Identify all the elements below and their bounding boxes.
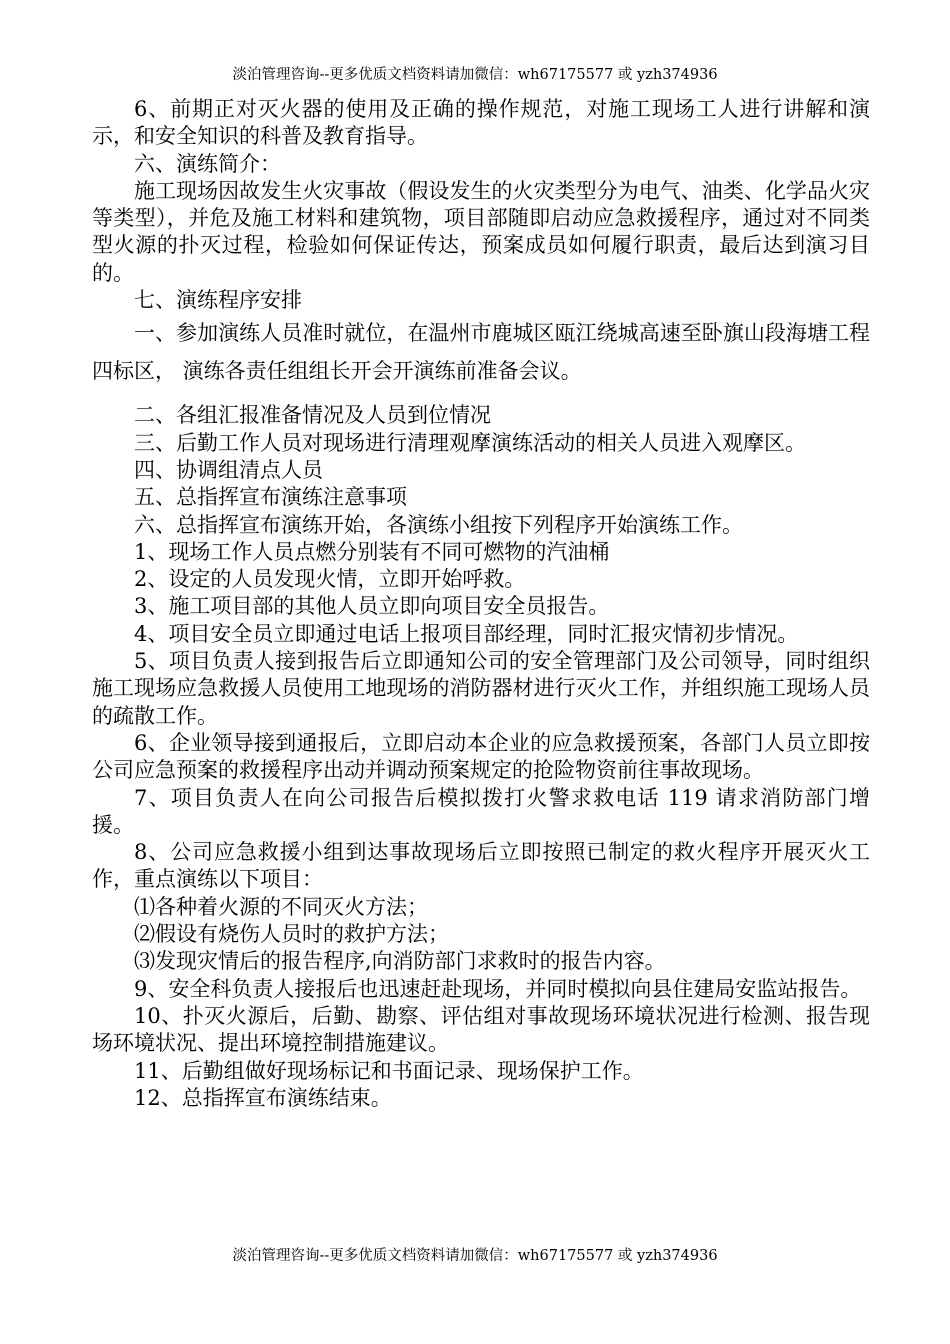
section-heading: 六、演练简介： xyxy=(134,151,281,176)
paragraph: 6、前期正对灭火器的使用及正确的操作规范，对施工现场工人进行讲解和演示，和安全知识的科普及教育指导。 xyxy=(92,97,870,149)
list-item: 二、各组汇报准备情况及人员到位情况 xyxy=(134,403,491,428)
list-item: 三、后勤工作人员对现场进行清理观摩演练活动的相关人员进入观摩区。 xyxy=(134,430,806,455)
section-heading: 七、演练程序安排 xyxy=(134,288,302,313)
paragraph: 一、参加演练人员准时就位，在温州市鹿城区瓯江绕城高速至卧旗山段海塘工程四标区， 演练各责任组组长开会开演练前准备会议。 xyxy=(92,321,870,384)
sub-item: ⑴各种着火源的不同灭火方法； xyxy=(134,894,428,919)
list-item: 1、现场工作人员点燃分别装有不同可燃物的汽油桶 xyxy=(134,539,610,564)
list-item: 3、施工项目部的其他人员立即向项目安全员报告。 xyxy=(134,594,610,619)
list-item: 4、项目安全员立即通过电话上报项目部经理，同时汇报灾情初步情况。 xyxy=(134,621,799,646)
list-item: 五、总指挥宣布演练注意事项 xyxy=(134,485,407,510)
sub-item: ⑶发现灾情后的报告程序,向消防部门求救时的报告内容。 xyxy=(134,949,666,974)
document-body xyxy=(92,96,870,1112)
list-item: 6、企业领导接到通报后，立即启动本企业的应急救援预案，各部门人员立即按公司应急预案的救援程序出动并调动预案规定的抢险物资前往事故现场。 xyxy=(92,730,870,783)
list-item: 四、协调组清点人员 xyxy=(134,457,323,482)
list-item: 六、总指挥宣布演练开始，各演练小组按下列程序开始演练工作。 xyxy=(134,512,743,537)
list-item: 7、项目负责人在向公司报告后模拟拨打火警求救电话 119 请求消防部门增援。 xyxy=(92,785,870,837)
list-item: 11、后勤组做好现场标记和书面记录、现场保护工作。 xyxy=(134,1058,644,1083)
page-footer: 淡泊管理咨询--更多优质文档资料请加微信：wh67175577 或 yzh374936 xyxy=(232,1248,718,1264)
list-item: 5、项目负责人接到报告后立即通知公司的安全管理部门及公司领导，同时组织施工现场应急救援人员使用工地现场的消防器材进行灭火工作，并组织施工现场人员的疏散工作。 xyxy=(92,649,870,728)
paragraph: 施工现场因故发生火灾事故（假设发生的火灾类型分为电气、油类、化学品火灾等类型），并危及施工材料和建筑物，项目部随即启动应急救援程序，通过对不同类型火源的扑灭过程，检验如何保证传达，预案成员如何履行职责，最后达到演习目的。 xyxy=(92,178,870,285)
list-item: 8、公司应急救援小组到达事故现场后立即按照已制定的救火程序开展灭火工作，重点演练以下项目： xyxy=(92,840,870,892)
list-item: 9、安全科负责人接报后也迅速赶赴现场，并同时模拟向县住建局安监站报告。 xyxy=(134,976,862,1001)
list-item: 12、总指挥宣布演练结束。 xyxy=(134,1085,392,1110)
sub-item: ⑵假设有烧伤人员时的救护方法； xyxy=(134,922,449,947)
page-header: 淡泊管理咨询--更多优质文档资料请加微信：wh67175577 或 yzh374936 xyxy=(232,67,718,83)
list-item: 10、扑灭火源后，后勤、勘察、评估组对事故现场环境状况进行检测、报告现场环境状况、提出环境控制措施建议。 xyxy=(92,1003,870,1056)
list-item: 2、设定的人员发现火情，立即开始呼救。 xyxy=(134,567,526,592)
